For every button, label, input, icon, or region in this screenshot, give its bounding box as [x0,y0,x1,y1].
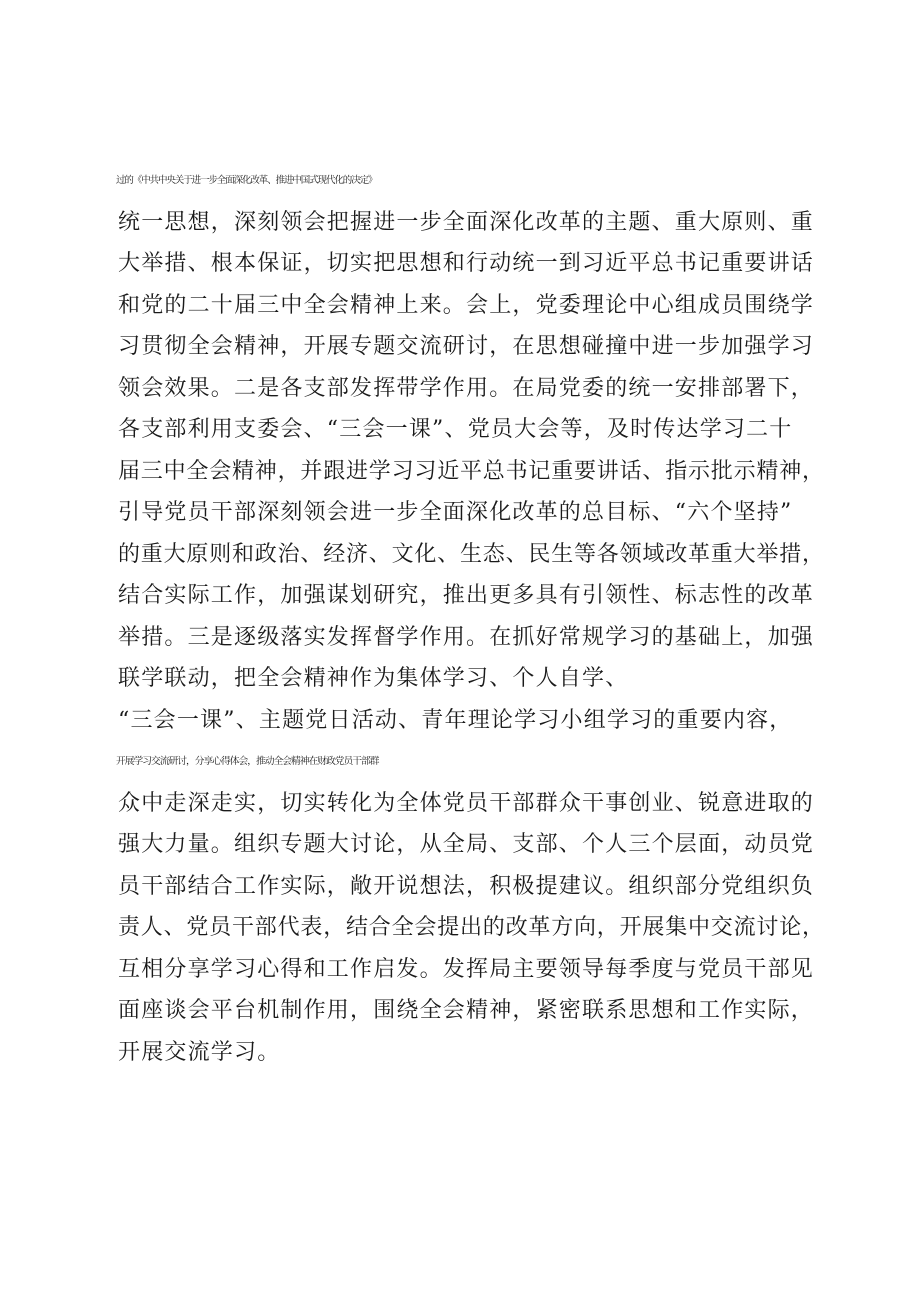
text-line: 届三中全会精神，并跟进学习习近平总书记重要讲话、指示批示精神， [118,458,825,484]
text-line: 过的《中共中央关于进一步全面深化改革、推进中国式现代化的决定》 [116,175,377,186]
text-line: 强大力量。组织专题大讨论，从全局、支部、个人三个层面，动员党 [118,832,815,857]
text-line: 和党的二十届三中全会精神上来。会上，党委理论中心组成员围绕学 [118,292,815,318]
text-line: 联学联动，把全会精神作为集体学习、个人自学、 [118,666,629,691]
text-line: 统一思想，深刻领会把握进一步全面深化改革的主题、重大原则、重 [118,209,815,235]
text-line: 各支部利用支委会、“三会一课”、党员大会等，及时传达学习二十 [118,417,793,442]
text-line: 的重大原则和政治、经济、文化、生态、民生等各领域改革重大举措， [118,541,825,567]
text-line: 领会效果。二是各支部发挥带学作用。在局党委的统一安排部署下， [118,375,815,401]
text-line: 习贯彻全会精神，开展专题交流研讨，在思想碰撞中进一步加强学习 [118,334,815,359]
text-line: 大举措、根本保证，切实把思想和行动统一到习近平总书记重要讲话 [118,251,815,276]
text-line: 举措。三是逐级落实发挥督学作用。在抓好常规学习的基础上，加强 [118,624,815,650]
text-line: 引导党员干部深刻领会进一步全面深化改革的总目标、“六个坚持” [118,500,793,525]
text-line: 结合实际工作，加强谋划研究，推出更多具有引领性、标志性的改革 [118,583,815,608]
text-line: 员干部结合工作实际，敞开说想法，积极提建议。组织部分党组织负 [118,873,815,899]
text-line: 众中走深走实，切实转化为全体党员干部群众干事创业、锐意进取的 [118,790,815,816]
text-line: 责人、党员干部代表，结合全会提出的改革方向，开展集中交流讨论， [118,915,825,940]
text-line: 开展学习交流研讨，分享心得体会，推动全会精神在财政党员干部群 [116,756,379,767]
body-paragraph [118,160,828,1073]
text-line: “三会一课”、主题党日活动、青年理论学习小组学习的重要内容， [118,707,793,733]
text-line: 互相分享学习心得和工作启发。发挥局主要领导每季度与党员干部见 [118,956,815,982]
text-line: 开展交流学习。 [118,1039,281,1065]
text-line: 面座谈会平台机制作用，围绕全会精神，紧密联系思想和工作实际， [118,998,815,1023]
